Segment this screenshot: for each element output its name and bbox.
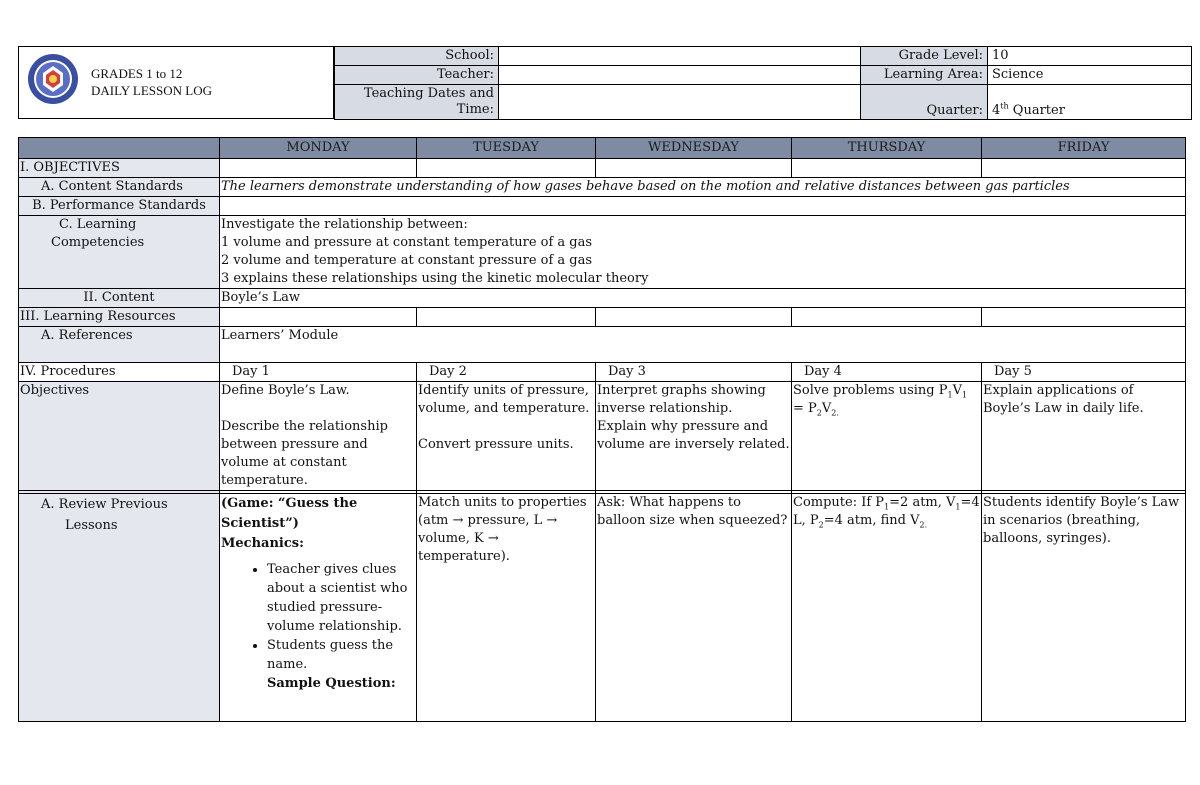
review-thu-text: Compute: If P [793,495,885,510]
lesson-log-table [18,137,1186,722]
review-thu-text: =4 atm, find V [823,513,920,528]
teacher-field[interactable] [499,66,861,85]
review-fri: Students identify Boyle’s Law in scenarios (breathing, balloons, syringes). [982,494,1186,722]
teaching-dates-label-line2: Time: [456,102,494,117]
header-info-table [334,46,1192,120]
day-header-thursday: THURSDAY [792,138,982,159]
quarter-suffix: th [1000,101,1009,111]
school-field[interactable] [499,47,861,66]
review-mon [220,494,417,722]
thu-objective-text: Solve problems using P [793,383,948,398]
review-label-line2: Lessons [65,518,118,533]
competency-line: 3 explains these relationships using the kinetic molecular theory [221,271,649,286]
deped-seal-icon [27,53,79,105]
tue-objective-1: Identify units of pressure, volume, and temperature. [418,383,590,416]
school-label: School: [335,47,499,66]
performance-standards-label: B. Performance Standards [19,197,220,216]
objectives-cell-tue [417,159,596,178]
daily-objectives-fri: Explain applications of Boyle’s Law in daily life. [982,382,1186,491]
performance-standards-value [220,197,1186,216]
review-previous-label [19,494,220,722]
thu-objective-eq: = P [793,401,817,416]
grade-level-label: Grade Level: [861,47,988,66]
content-standards-value: The learners demonstrate understanding of how gases behave based on the motion and relative distances between gas particles [220,178,1186,197]
header-title-line2: DAILY LESSON LOG [91,83,212,98]
content-label: II. Content [19,289,220,308]
quarter-label: Quarter: [861,85,988,120]
day-label-2: Day 2 [417,363,596,382]
day-header-tuesday: TUESDAY [417,138,596,159]
day-label-3: Day 3 [596,363,792,382]
resources-cell-fri [982,308,1186,327]
wed-objective-1: Interpret graphs showing inverse relationship. [597,383,766,416]
daily-objectives-tue [417,382,596,491]
daily-objectives-wed [596,382,792,491]
objectives-heading: I. OBJECTIVES [19,159,220,178]
mon-objective-1: Define Boyle’s Law. [221,383,350,398]
subscript: 1 [962,390,968,400]
subscript: 2. [919,520,928,530]
quarter-field[interactable] [988,85,1192,120]
teaching-dates-field[interactable] [499,85,861,120]
quarter-word: Quarter [1008,103,1065,118]
daily-objectives-thu [792,382,982,491]
references-label: A. References [19,327,220,363]
mechanics-item: • Teacher gives clues about a scientist who studied pressure-volume relationship. [267,560,415,636]
subscript: 1 [947,390,953,400]
day-header-friday: FRIDAY [982,138,1186,159]
header-title-line1: GRADES 1 to 12 [91,66,183,81]
learning-competencies-label [19,216,220,289]
header-title [91,65,212,99]
resources-cell-mon [220,308,417,327]
learning-resources-heading: III. Learning Resources [19,308,220,327]
objectives-cell-mon [220,159,417,178]
daily-objectives-label: Objectives [19,382,220,491]
game-title: (Game: “Guess the Scientist”) [221,496,358,531]
review-wed: Ask: What happens to balloon size when squeezed? [596,494,792,722]
procedures-heading: IV. Procedures [19,363,220,382]
competency-line: Investigate the relationship between: [221,217,468,232]
mon-objective-2: Describe the relationship between pressure and volume at constant temperature. [221,419,388,488]
sample-question-label: Sample Question: [267,676,396,691]
subscript: 2. [831,408,839,418]
day-label-4: Day 4 [792,363,982,382]
teaching-dates-label [335,85,499,120]
objectives-cell-fri [982,159,1186,178]
header-title-box [18,46,334,119]
grade-level-field[interactable]: 10 [988,47,1192,66]
review-thu-text: =4 L, P [793,495,980,528]
objectives-cell-thu [792,159,982,178]
wed-objective-2: Explain why pressure and volume are inversely related. [597,419,790,452]
thu-objective-v2: V [821,401,832,416]
mechanics-item: • Students guess the name. [267,636,415,674]
competency-line: 2 volume and temperature at constant pressure of a gas [221,253,593,268]
review-thu-text: =2 atm, V [889,495,956,510]
learning-competencies-value [220,216,1186,289]
subscript: 2 [818,520,824,530]
daily-objectives-mon [220,382,417,491]
resources-cell-wed [596,308,792,327]
teacher-label: Teacher: [335,66,499,85]
tue-objective-2: Convert pressure units. [418,437,574,452]
day-header-wednesday: WEDNESDAY [596,138,792,159]
competencies-label-line2: Competencies [51,235,145,250]
learning-area-field[interactable]: Science [988,66,1192,85]
learning-area-label: Learning Area: [861,66,988,85]
subscript: 1 [884,502,890,512]
teaching-dates-label-line1: Teaching Dates and [363,86,494,101]
day-label-5: Day 5 [982,363,1186,382]
resources-cell-thu [792,308,982,327]
objectives-cell-wed [596,159,792,178]
day-label-1: Day 1 [220,363,417,382]
competencies-label-line1: C. Learning [59,217,137,232]
review-tue: Match units to properties (atm → pressure, L → volume, K → temperature). [417,494,596,722]
resources-cell-tue [417,308,596,327]
content-standards-label: A. Content Standards [19,178,220,197]
mechanics-label: Mechanics: [221,536,304,551]
subscript: 1 [955,502,961,512]
header-blank-cell [19,138,220,159]
mechanics-list [221,560,415,674]
thu-objective-v: V [952,383,962,398]
review-label-line1: A. Review Previous [41,497,168,512]
content-value: Boyle’s Law [220,289,1186,308]
quarter-number: 4 [992,103,1001,118]
references-value: Learners’ Module [220,327,1186,363]
review-thu [792,494,982,722]
subscript: 2 [816,408,822,418]
day-header-monday: MONDAY [220,138,417,159]
competency-line: 1 volume and pressure at constant temperature of a gas [221,235,593,250]
